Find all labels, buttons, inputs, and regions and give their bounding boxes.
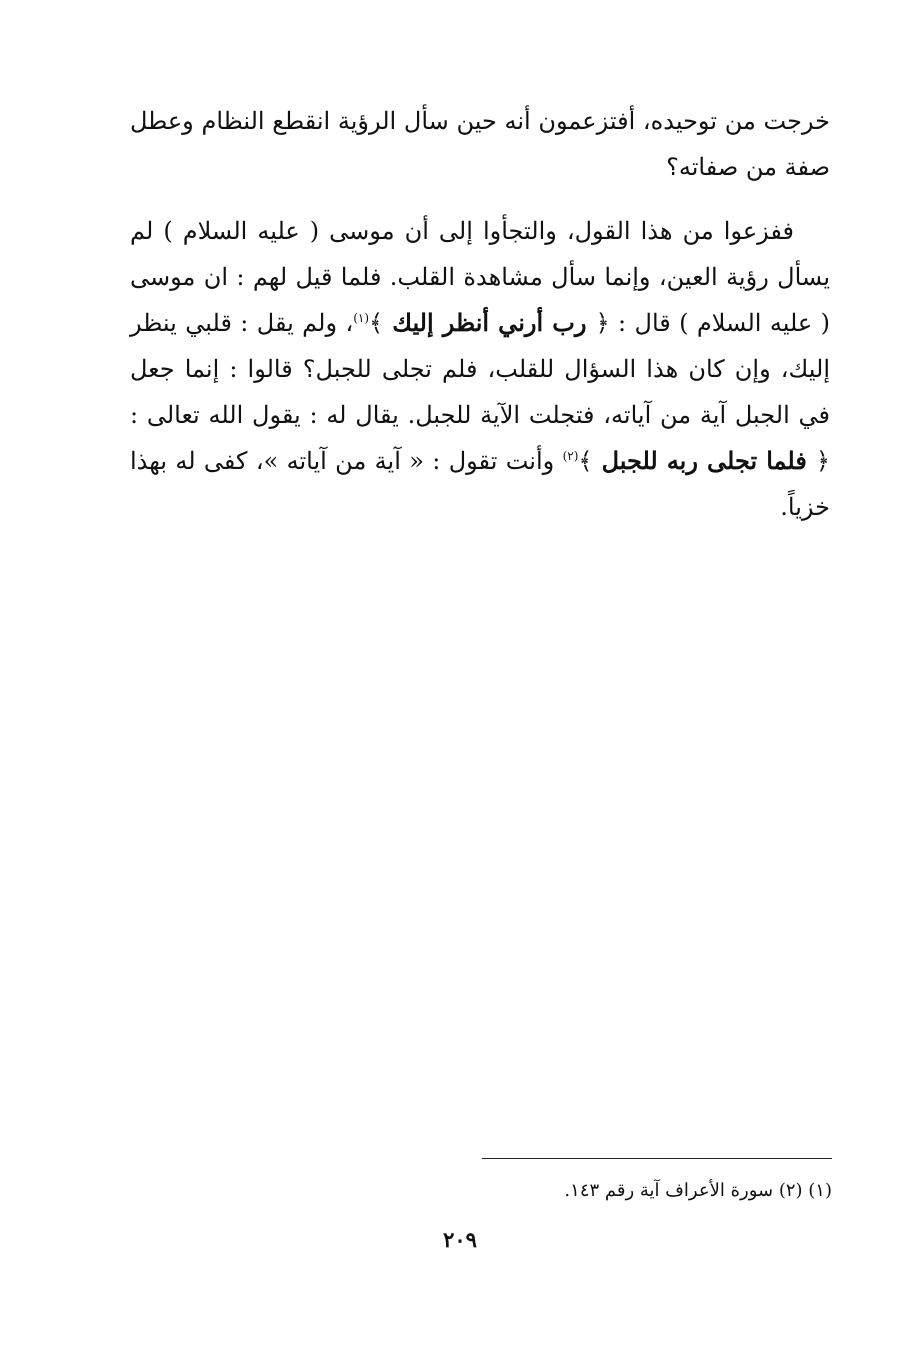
ornate-bracket-open: ﴿ <box>815 447 830 475</box>
footnote-ref-2: (٢) <box>562 449 579 463</box>
paragraph-text: خرجت من توحيده، أفتزعمون أنه حين سأل الرؤية انقطع النظام وعطل صفة من صفاته؟ <box>130 107 830 181</box>
paragraph-main <box>130 208 830 530</box>
ornate-bracket-close: ﴾ <box>578 447 593 475</box>
paragraph-text-2: ، ولم يقل : قلبي ينظر إليك، وإن كان هذا السؤال للقلب، فلم تجلى للجبل؟ قالوا : إنما جعل في الجبل آية من آياته، فتجلت الآية للجبل. يقال له : يقول الله تعالى : <box>130 309 830 429</box>
footnote-divider <box>482 1158 832 1159</box>
quran-verse-2 <box>578 446 830 475</box>
footnote: (١) (٢) سورة الأعراف آية رقم ١٤٣. <box>564 1180 832 1201</box>
paragraph-text-1: ففزعوا من هذا القول، والتجأوا إلى أن موسى ( عليه السلام ) لم يسأل رؤية العين، وإنما سأل مشاهدة القلب. فلما قيل لهم : ان موسى ( عليه السلام ) قال : <box>130 217 830 337</box>
quran-verse-1 <box>369 308 610 337</box>
paragraph-continuation <box>130 98 830 190</box>
page-number: ٢٠٩ <box>443 1227 477 1252</box>
quran-verse-1-text: رب أرني أنظر إليك <box>383 308 596 337</box>
quran-verse-2-text: فلما تجلى ربه للجبل <box>592 446 816 475</box>
ornate-bracket-close: ﴾ <box>369 309 384 337</box>
footnote-ref-1: (١) <box>353 311 370 325</box>
paragraph-text-3: وأنت تقول : « آية من آياته »، كفى له بهذا خزياً. <box>130 447 830 521</box>
ornate-bracket-open: ﴿ <box>595 309 610 337</box>
